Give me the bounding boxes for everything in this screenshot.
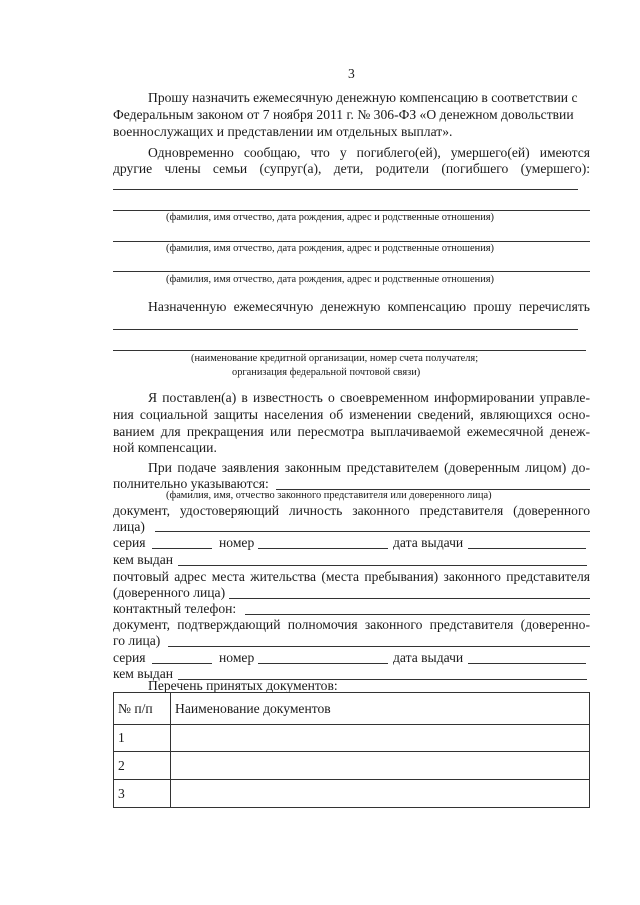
rep-authority-fill[interactable] — [168, 646, 590, 647]
row-number: 1 — [114, 725, 171, 752]
payment-fill-line-1[interactable] — [113, 329, 578, 330]
rep-line-1: При подаче заявления законным представителем (доверенным лицом) до- — [148, 460, 590, 475]
issue-date-field-2[interactable] — [468, 663, 586, 664]
payment-caption-2: организация федеральной почтовой связи) — [232, 367, 421, 378]
request-line-2: Федеральным законом от 7 ноября 2011 г. № 306-ФЗ «О денежном довольствии — [113, 107, 574, 122]
rep-address-line-1: почтовый адрес места жительства (места пребывания) законного представителя — [113, 569, 590, 584]
number-label: номер — [219, 535, 255, 550]
phone-field[interactable] — [245, 614, 590, 615]
table-header-row — [114, 693, 590, 725]
issued-by-field[interactable] — [178, 565, 587, 566]
family-member-1-line[interactable] — [113, 210, 590, 211]
notice-line-2: ния социальной защиты населения об изменении сведений, являющихся осно- — [113, 407, 590, 422]
family-caption-3: (фамилия, имя отчество, дата рождения, адрес и родственные отношения) — [166, 274, 495, 285]
family-fill-line[interactable] — [113, 189, 578, 190]
family-member-2-line[interactable] — [113, 241, 590, 242]
number-label-2: номер — [219, 650, 255, 665]
rep-line-2: полнительно указываются: — [113, 476, 269, 491]
issue-date-field[interactable] — [468, 548, 586, 549]
table-row — [114, 752, 590, 780]
issue-date-label-2: дата выдачи — [393, 650, 464, 665]
issued-by-label: кем выдан — [113, 552, 174, 567]
payment-fill-line-2[interactable] — [113, 350, 586, 351]
payment-line: Назначенную ежемесячную денежную компенсацию прошу перечислять — [148, 299, 590, 314]
notice-line-3: ванием для прекращения или пересмотра выплачиваемой ежемесячной денеж- — [113, 424, 590, 439]
table-row — [114, 725, 590, 752]
document-name-cell[interactable] — [171, 752, 590, 780]
rep-id-doc-fill[interactable] — [155, 531, 590, 532]
issued-by-label-2: кем выдан — [113, 666, 174, 681]
notice-line-4: ной компенсации. — [113, 440, 217, 455]
row-number: 3 — [114, 780, 171, 808]
rep-authority-line-2: го лица) — [113, 633, 161, 648]
documents-table — [113, 692, 590, 808]
rep-id-doc-line-1: документ, удостоверяющий личность законного представителя (доверенного — [113, 503, 590, 518]
number-field-2[interactable] — [258, 663, 388, 664]
documents-title: Перечень принятых документов: — [148, 678, 338, 693]
table-row — [114, 780, 590, 808]
rep-address-fill[interactable] — [229, 598, 590, 599]
column-header-name: Наименование документов — [171, 693, 590, 725]
family-caption-1: (фамилия, имя отчество, дата рождения, адрес и родственные отношения) — [166, 212, 495, 223]
notice-line-1: Я поставлен(а) в известность о своевременном информировании управле- — [148, 390, 590, 405]
rep-id-doc-line-2: лица) — [113, 519, 145, 534]
document-name-cell[interactable] — [171, 725, 590, 752]
column-header-number: № п/п — [114, 693, 171, 725]
family-line-2: другие члены семьи (супруг(а), дети, родители (погибшего (умершего): — [113, 161, 590, 176]
family-member-3-line[interactable] — [113, 271, 590, 272]
request-line-1: Прошу назначить ежемесячную денежную компенсацию в соответствии с — [148, 90, 578, 105]
page-number: 3 — [348, 66, 355, 81]
issue-date-label: дата выдачи — [393, 535, 464, 550]
phone-label: контактный телефон: — [113, 601, 237, 616]
series-field[interactable] — [152, 548, 212, 549]
payment-caption-1: (наименование кредитной организации, номер счета получателя; — [191, 353, 479, 364]
series-label: серия — [113, 535, 146, 550]
rep-authority-line-1: документ, подтверждающий полномочия законного представителя (доверенно- — [113, 617, 590, 632]
document-name-cell[interactable] — [171, 780, 590, 808]
family-caption-2: (фамилия, имя отчество, дата рождения, адрес и родственные отношения) — [166, 243, 495, 254]
series-field-2[interactable] — [152, 663, 212, 664]
rep-caption: (фамилия, имя, отчество законного представителя или доверенного лица) — [166, 490, 492, 501]
family-line-1: Одновременно сообщаю, что у погиблего(ей), умершего(ей) имеются — [148, 145, 590, 160]
number-field[interactable] — [258, 548, 388, 549]
series-label-2: серия — [113, 650, 146, 665]
row-number: 2 — [114, 752, 171, 780]
rep-address-line-2: (доверенного лица) — [113, 585, 226, 600]
request-line-3: военнослужащих и представлении им отдельных выплат». — [113, 124, 453, 139]
